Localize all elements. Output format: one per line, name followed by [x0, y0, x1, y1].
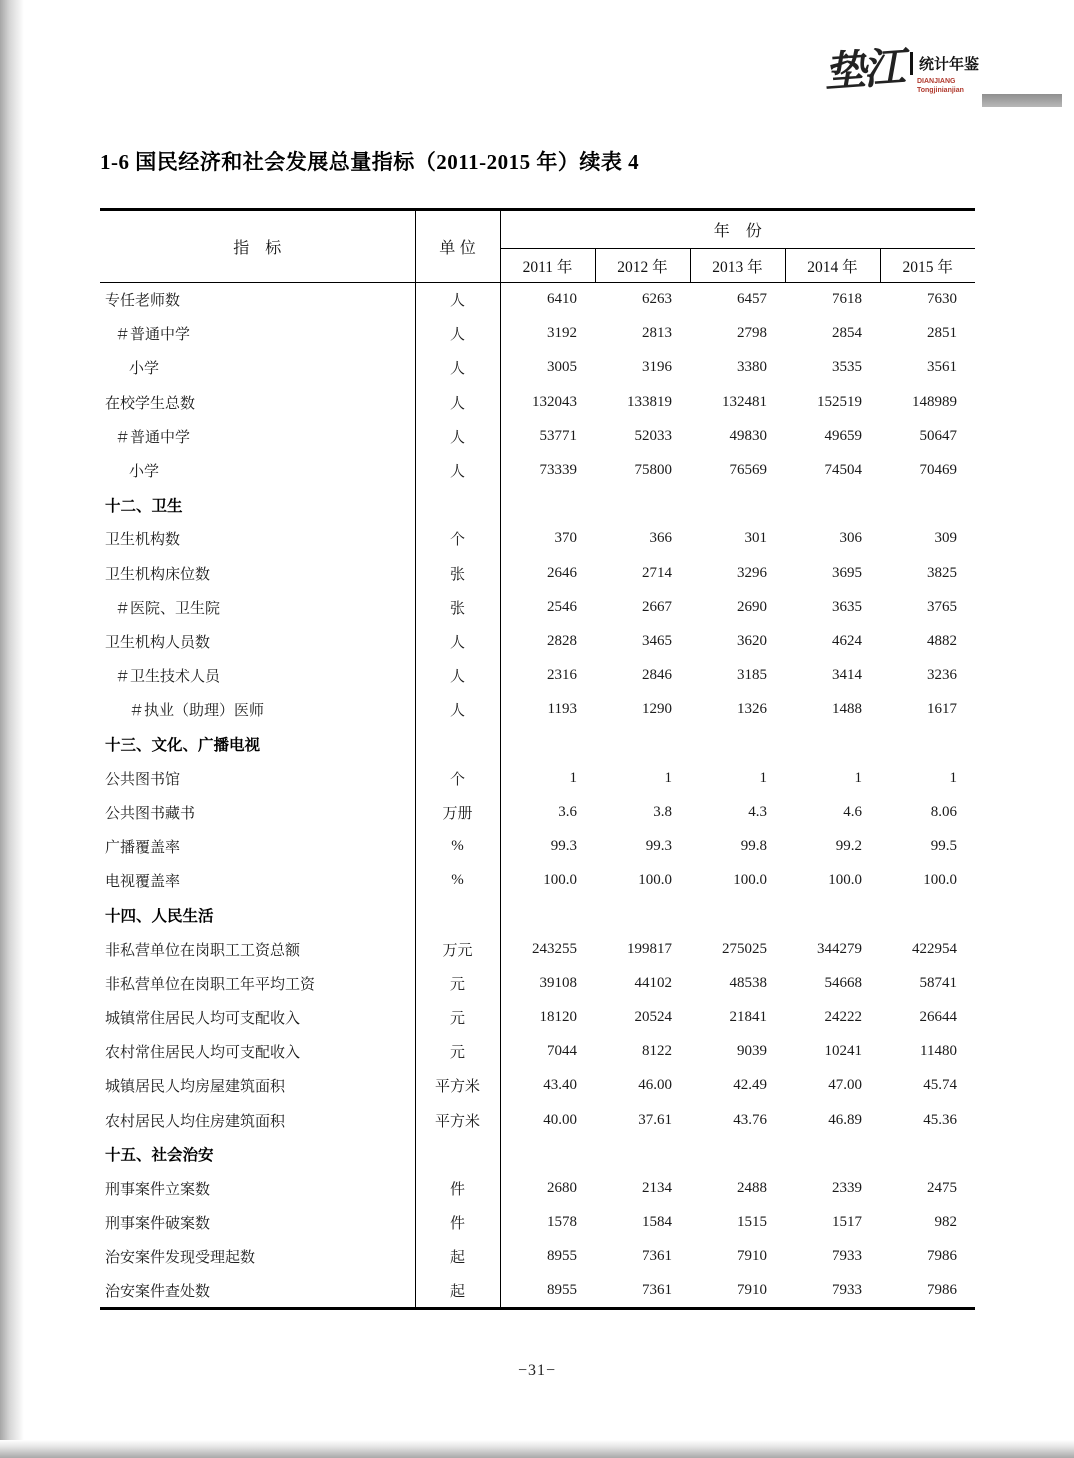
value-cell [690, 1137, 785, 1171]
value-cell: 37.61 [638, 1111, 672, 1128]
value-cell: 2828 [547, 632, 577, 649]
unit-cell [415, 488, 500, 522]
table-row [100, 1274, 975, 1308]
value-cell: 2846 [642, 667, 672, 684]
value-cell: 7361 [642, 1281, 672, 1298]
section-label: 十五、社会治安 [105, 1147, 214, 1165]
indicator-cell: ＃普通中学 [115, 429, 191, 446]
unit-cell: 元 [415, 1035, 500, 1069]
value-cell: 50647 [919, 427, 957, 444]
value-cell: 4.6 [843, 803, 862, 820]
value-cell [880, 1137, 975, 1171]
value-cell: 8955 [547, 1281, 577, 1298]
table-header-row-group [100, 210, 975, 249]
table-row [100, 419, 975, 453]
page-title: 1-6 国民经济和社会发展总量指标（2011-2015 年）续表 4 [100, 150, 640, 174]
table-row [100, 590, 975, 624]
value-cell [785, 898, 880, 932]
value-cell: 1 [949, 769, 957, 786]
unit-cell: 人 [415, 317, 500, 351]
indicator-cell: 城镇常住居民人均可支配收入 [105, 1011, 301, 1028]
page-bottom-edge-shadow [0, 1440, 1074, 1458]
table-row [100, 1103, 975, 1137]
table-row [100, 966, 975, 1000]
value-cell [880, 488, 975, 522]
logo-title [910, 52, 982, 75]
value-cell: 39108 [539, 974, 577, 991]
value-cell: 6457 [737, 291, 767, 308]
table-row [100, 453, 975, 487]
value-cell: 100.0 [543, 872, 577, 889]
value-cell [880, 727, 975, 761]
value-cell: 10241 [824, 1043, 862, 1060]
value-cell: 26644 [919, 1009, 957, 1026]
value-cell [595, 898, 690, 932]
table-row [100, 522, 975, 556]
value-cell: 7986 [927, 1281, 957, 1298]
value-cell: 152519 [817, 393, 862, 410]
value-cell: 2690 [737, 598, 767, 615]
value-cell: 1488 [832, 701, 862, 718]
unit-cell: 人 [415, 283, 500, 317]
value-cell [500, 727, 595, 761]
value-cell: 243255 [532, 940, 577, 957]
value-cell: 1617 [927, 701, 957, 718]
value-cell: 58741 [919, 974, 957, 991]
unit-cell: 件 [415, 1206, 500, 1240]
value-cell: 370 [554, 530, 577, 547]
value-cell: 2714 [642, 564, 672, 581]
value-cell: 24222 [824, 1009, 862, 1026]
unit-cell: 万元 [415, 932, 500, 966]
value-cell: 7933 [832, 1248, 862, 1265]
statistics-table [100, 208, 975, 1310]
unit-cell: 人 [415, 419, 500, 453]
value-cell: 70469 [919, 462, 957, 479]
value-cell: 309 [934, 530, 957, 547]
value-cell: 4624 [832, 632, 862, 649]
table-row [100, 556, 975, 590]
header-year-2011: 2011 年 [500, 249, 595, 283]
value-cell: 99.2 [835, 838, 862, 855]
unit-cell: 平方米 [415, 1069, 500, 1103]
value-cell: 7910 [737, 1281, 767, 1298]
value-cell: 43.40 [543, 1077, 577, 1094]
unit-cell: 万册 [415, 795, 500, 829]
table-row [100, 1035, 975, 1069]
value-cell: 3005 [547, 359, 577, 376]
yearbook-logo [822, 42, 982, 97]
unit-cell [415, 1137, 500, 1171]
value-cell: 1517 [832, 1214, 862, 1231]
value-cell [785, 727, 880, 761]
statistics-table-wrap [100, 208, 975, 1310]
logo-subtitle [910, 78, 964, 96]
value-cell: 49659 [824, 427, 862, 444]
value-cell [500, 1137, 595, 1171]
value-cell: 3620 [737, 632, 767, 649]
indicator-cell: 城镇居民人均房屋建筑面积 [105, 1079, 286, 1096]
table-row [100, 1240, 975, 1274]
value-cell: 7910 [737, 1248, 767, 1265]
value-cell [785, 1137, 880, 1171]
value-cell: 2798 [737, 325, 767, 342]
value-cell: 3236 [927, 667, 957, 684]
value-cell: 45.36 [923, 1111, 957, 1128]
table-row [100, 1069, 975, 1103]
value-cell: 6263 [642, 291, 672, 308]
indicator-cell: 刑事案件破案数 [105, 1216, 211, 1233]
unit-cell: 元 [415, 966, 500, 1000]
indicator-cell: 刑事案件立案数 [105, 1181, 211, 1198]
value-cell: 47.00 [828, 1077, 862, 1094]
unit-cell: 平方米 [415, 1103, 500, 1137]
indicator-cell: 电视覆盖率 [105, 874, 181, 891]
header-year-group: 年 份 [500, 210, 975, 249]
value-cell: 7933 [832, 1281, 862, 1298]
value-cell: 1 [569, 769, 577, 786]
table-row [100, 1171, 975, 1205]
table-header [100, 210, 975, 283]
table-body [100, 283, 975, 1309]
indicator-cell: 卫生机构床位数 [105, 566, 211, 583]
value-cell: 45.74 [923, 1077, 957, 1094]
value-cell: 2316 [547, 667, 577, 684]
logo-title-label: 统计年鉴 [918, 56, 979, 73]
header-indicator: 指 标 [100, 210, 415, 283]
indicator-cell: 非私营单位在岗职工工资总额 [105, 942, 301, 959]
value-cell: 148989 [912, 393, 957, 410]
page-left-edge-shadow [0, 0, 24, 1458]
table-row [100, 1206, 975, 1240]
value-cell: 2646 [547, 564, 577, 581]
value-cell [500, 898, 595, 932]
value-cell: 2488 [737, 1179, 767, 1196]
value-cell: 301 [744, 530, 767, 547]
value-cell: 3465 [642, 632, 672, 649]
value-cell: 1193 [547, 701, 577, 718]
value-cell: 43.76 [733, 1111, 767, 1128]
indicator-cell: ＃执业（助理）医师 [129, 703, 265, 720]
indicator-cell: ＃医院、卫生院 [115, 600, 221, 617]
indicator-cell: 公共图书馆 [105, 771, 181, 788]
header-year-2012: 2012 年 [595, 249, 690, 283]
value-cell [785, 488, 880, 522]
value-cell: 275025 [722, 940, 767, 957]
value-cell: 7044 [547, 1043, 577, 1060]
value-cell: 3635 [832, 598, 862, 615]
value-cell: 99.3 [550, 838, 577, 855]
value-cell: 133819 [627, 393, 672, 410]
value-cell: 3196 [642, 359, 672, 376]
value-cell: 132043 [532, 393, 577, 410]
value-cell: 100.0 [828, 872, 862, 889]
value-cell: 42.49 [733, 1077, 767, 1094]
value-cell: 982 [934, 1214, 957, 1231]
value-cell: 306 [839, 530, 862, 547]
indicator-cell: 治安案件发现受理起数 [105, 1250, 256, 1267]
value-cell: 40.00 [543, 1111, 577, 1128]
value-cell: 4882 [927, 632, 957, 649]
table-row [100, 761, 975, 795]
value-cell: 44102 [634, 974, 672, 991]
section-row [100, 727, 975, 761]
section-row [100, 1137, 975, 1171]
value-cell: 18120 [539, 1009, 577, 1026]
table-row [100, 795, 975, 829]
value-cell: 1 [664, 769, 672, 786]
logo-subtitle-line2: Tongjinianjian [916, 86, 964, 94]
header-gray-bar [982, 94, 1062, 107]
indicator-cell: ＃卫生技术人员 [115, 669, 221, 686]
indicator-cell: 在校学生总数 [105, 395, 196, 412]
indicator-cell: 公共图书藏书 [105, 805, 196, 822]
value-cell: 1 [759, 769, 767, 786]
value-cell: 3185 [737, 667, 767, 684]
unit-cell: 人 [415, 693, 500, 727]
unit-cell: 张 [415, 590, 500, 624]
unit-cell: 人 [415, 659, 500, 693]
unit-cell: 人 [415, 624, 500, 658]
value-cell: 2475 [927, 1179, 957, 1196]
value-cell: 7630 [927, 291, 957, 308]
value-cell: 2546 [547, 598, 577, 615]
unit-cell: 张 [415, 556, 500, 590]
indicator-cell: 专任老师数 [105, 293, 181, 310]
value-cell: 3414 [832, 667, 862, 684]
header-year-2014: 2014 年 [785, 249, 880, 283]
value-cell: 9039 [737, 1043, 767, 1060]
table-row [100, 624, 975, 658]
value-cell: 4.3 [748, 803, 767, 820]
value-cell: 3192 [547, 325, 577, 342]
header-year-2013: 2013 年 [690, 249, 785, 283]
value-cell [690, 488, 785, 522]
table-row [100, 283, 975, 317]
value-cell: 3.6 [558, 803, 577, 820]
table-row [100, 864, 975, 898]
value-cell: 8122 [642, 1043, 672, 1060]
table-row [100, 693, 975, 727]
indicator-cell: ＃普通中学 [115, 327, 191, 344]
value-cell: 3.8 [653, 803, 672, 820]
value-cell [880, 898, 975, 932]
value-cell: 46.89 [828, 1111, 862, 1128]
unit-cell: 人 [415, 385, 500, 419]
indicator-cell: 广播覆盖率 [105, 840, 181, 857]
table-row [100, 932, 975, 966]
value-cell [500, 488, 595, 522]
unit-cell: % [415, 864, 500, 898]
value-cell: 3825 [927, 564, 957, 581]
value-cell: 49830 [729, 427, 767, 444]
logo-calligraphy: 垫江 [822, 42, 904, 97]
section-label: 十四、人民生活 [105, 907, 214, 925]
unit-cell: % [415, 830, 500, 864]
value-cell: 3296 [737, 564, 767, 581]
indicator-cell: 非私营单位在岗职工年平均工资 [105, 976, 316, 993]
value-cell: 54668 [824, 974, 862, 991]
value-cell: 76569 [729, 462, 767, 479]
value-cell: 2339 [832, 1179, 862, 1196]
unit-cell: 个 [415, 522, 500, 556]
value-cell: 2813 [642, 325, 672, 342]
value-cell [595, 1137, 690, 1171]
value-cell: 7986 [927, 1248, 957, 1265]
table-row [100, 351, 975, 385]
indicator-cell: 小学 [129, 361, 160, 378]
unit-cell: 人 [415, 351, 500, 385]
header-year-2015: 2015 年 [880, 249, 975, 283]
value-cell: 48538 [729, 974, 767, 991]
value-cell: 99.8 [740, 838, 767, 855]
value-cell: 75800 [634, 462, 672, 479]
indicator-cell: 小学 [129, 464, 160, 481]
section-label: 十三、文化、广播电视 [105, 737, 261, 755]
value-cell: 6410 [547, 291, 577, 308]
table-row [100, 830, 975, 864]
value-cell: 344279 [817, 940, 862, 957]
value-cell: 100.0 [638, 872, 672, 889]
value-cell: 1515 [737, 1214, 767, 1231]
value-cell: 8.06 [930, 803, 957, 820]
value-cell: 53771 [539, 427, 577, 444]
unit-cell: 元 [415, 1000, 500, 1034]
value-cell: 46.00 [638, 1077, 672, 1094]
logo-text-block [910, 52, 982, 96]
value-cell: 7618 [832, 291, 862, 308]
section-row [100, 488, 975, 522]
table-row [100, 1000, 975, 1034]
value-cell: 3535 [832, 359, 862, 376]
indicator-cell: 治安案件查处数 [105, 1283, 211, 1300]
table-row [100, 385, 975, 419]
header-unit: 单 位 [415, 210, 500, 283]
unit-cell [415, 727, 500, 761]
value-cell: 20524 [634, 1009, 672, 1026]
indicator-cell: 卫生机构人员数 [105, 634, 211, 651]
unit-cell: 件 [415, 1171, 500, 1205]
value-cell: 3695 [832, 564, 862, 581]
value-cell: 8955 [547, 1248, 577, 1265]
unit-cell: 起 [415, 1240, 500, 1274]
value-cell: 366 [649, 530, 672, 547]
value-cell: 132481 [722, 393, 767, 410]
value-cell: 1290 [642, 701, 672, 718]
unit-cell [415, 898, 500, 932]
unit-cell: 起 [415, 1274, 500, 1308]
value-cell: 21841 [729, 1009, 767, 1026]
unit-cell: 人 [415, 453, 500, 487]
value-cell [690, 727, 785, 761]
value-cell: 7361 [642, 1248, 672, 1265]
value-cell: 2667 [642, 598, 672, 615]
value-cell: 3561 [927, 359, 957, 376]
value-cell: 73339 [539, 462, 577, 479]
value-cell: 74504 [824, 462, 862, 479]
value-cell: 422954 [912, 940, 957, 957]
value-cell: 100.0 [733, 872, 767, 889]
value-cell [595, 727, 690, 761]
value-cell: 1584 [642, 1214, 672, 1231]
value-cell: 1 [854, 769, 862, 786]
value-cell: 1578 [547, 1214, 577, 1231]
indicator-cell: 卫生机构数 [105, 532, 181, 549]
value-cell: 11480 [920, 1043, 957, 1060]
value-cell: 52033 [634, 427, 672, 444]
value-cell: 2134 [642, 1179, 672, 1196]
value-cell [690, 898, 785, 932]
value-cell: 2680 [547, 1179, 577, 1196]
value-cell: 1326 [737, 701, 767, 718]
value-cell: 99.5 [930, 838, 957, 855]
value-cell: 2854 [832, 325, 862, 342]
value-cell: 100.0 [923, 872, 957, 889]
value-cell: 2851 [927, 325, 957, 342]
unit-cell: 个 [415, 761, 500, 795]
section-row [100, 898, 975, 932]
page-number: −31− [517, 1362, 557, 1379]
indicator-cell: 农村居民人均住房建筑面积 [105, 1113, 286, 1130]
value-cell: 3765 [927, 598, 957, 615]
table-row [100, 317, 975, 351]
value-cell [595, 488, 690, 522]
value-cell: 99.3 [645, 838, 672, 855]
value-cell: 199817 [627, 940, 672, 957]
logo-subtitle-line1: DIANJIANG [916, 78, 956, 85]
indicator-cell: 农村常住居民人均可支配收入 [105, 1045, 301, 1062]
value-cell: 3380 [737, 359, 767, 376]
section-label: 十二、卫生 [105, 497, 183, 515]
table-row [100, 659, 975, 693]
